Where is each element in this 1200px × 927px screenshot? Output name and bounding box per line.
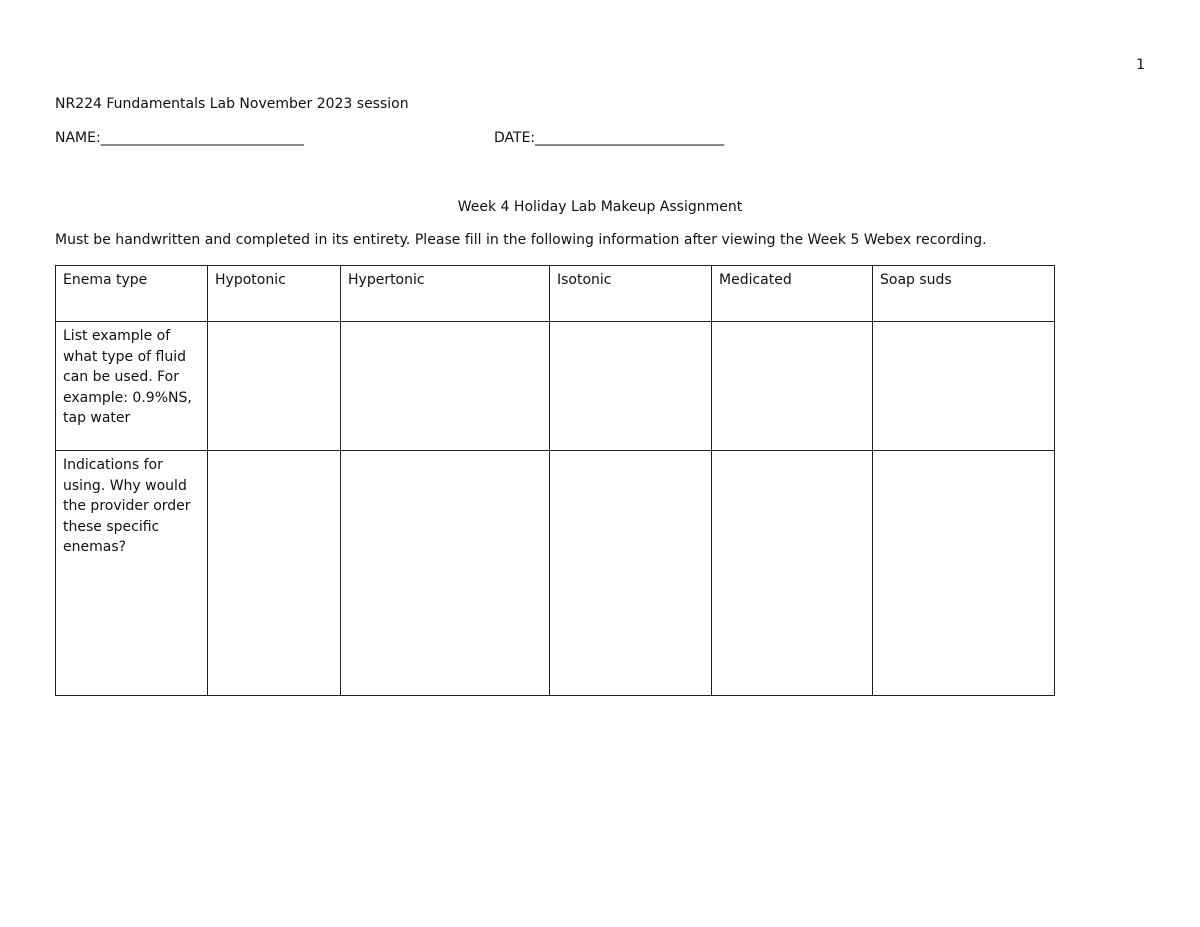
course-title: NR224 Fundamentals Lab November 2023 session	[55, 96, 409, 112]
name-field: NAME:_____________________________	[55, 130, 304, 146]
header-cell-medicated: Medicated	[712, 266, 873, 322]
enema-table	[55, 265, 1055, 696]
table-cell	[341, 322, 550, 451]
header-cell-isotonic: Isotonic	[550, 266, 712, 322]
date-field: DATE:___________________________	[494, 130, 725, 146]
table-cell	[341, 451, 550, 696]
header-cell-enema-type: Enema type	[56, 266, 208, 322]
table-cell	[208, 322, 341, 451]
row-label-indications: Indications for using. Why would the provider order these specific enemas?	[56, 451, 208, 696]
table-cell	[208, 451, 341, 696]
table-cell	[873, 451, 1055, 696]
header-cell-hypertonic: Hypertonic	[341, 266, 550, 322]
assignment-title: Week 4 Holiday Lab Makeup Assignment	[457, 199, 743, 215]
table-header-row	[56, 266, 1055, 322]
table-cell	[712, 322, 873, 451]
table-row-fluid-examples	[56, 322, 1055, 451]
page-number: 1	[1136, 57, 1145, 73]
table-cell	[550, 322, 712, 451]
table-cell	[873, 322, 1055, 451]
header-cell-soap-suds: Soap suds	[873, 266, 1055, 322]
header-cell-hypotonic: Hypotonic	[208, 266, 341, 322]
row-label-fluid-examples: List example of what type of fluid can be used. For example: 0.9%NS, tap water	[56, 322, 208, 451]
table-cell	[712, 451, 873, 696]
table-row-indications	[56, 451, 1055, 696]
table-cell	[550, 451, 712, 696]
instructions: Must be handwritten and completed in its entirety. Please fill in the following information after viewing the Week 5 Webex recording.	[55, 232, 987, 248]
